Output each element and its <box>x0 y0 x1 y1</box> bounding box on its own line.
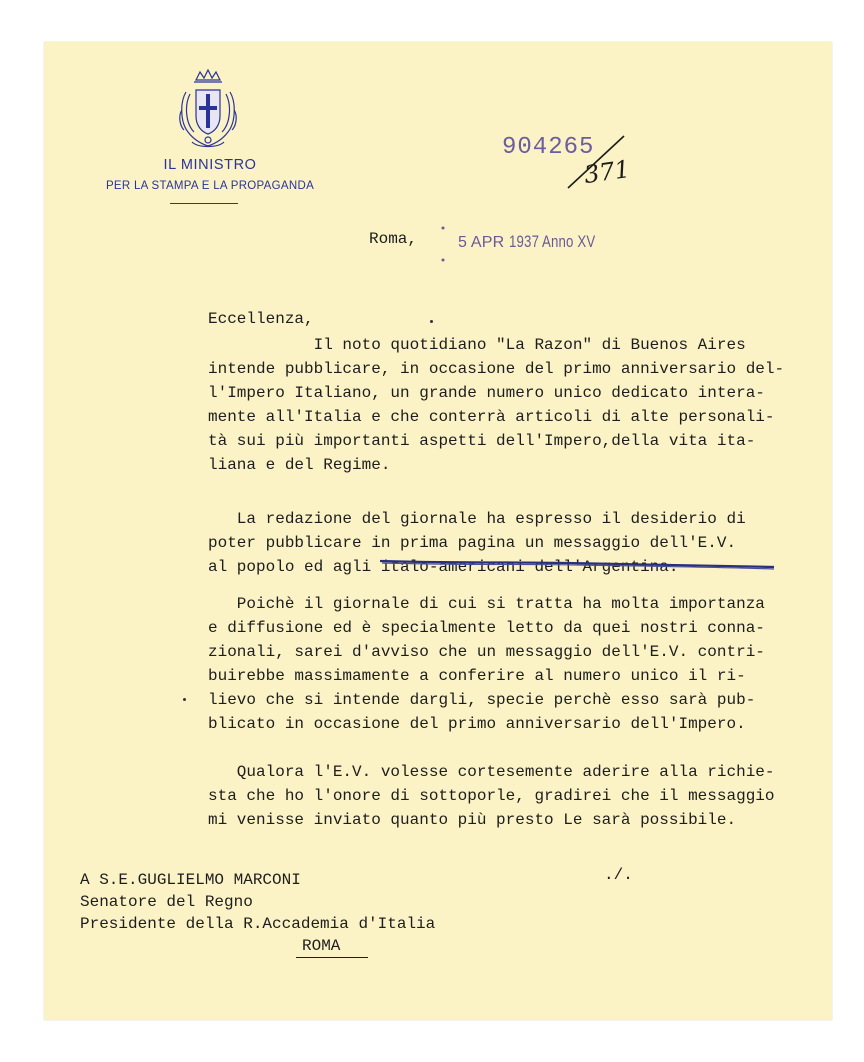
dateline-place: Roma, <box>369 230 418 248</box>
letterhead-divider <box>170 203 238 204</box>
text-line: mi venisse inviato quanto più presto Le sarà possibile. <box>208 811 737 829</box>
text-line: buirebbe massimamente a conferire al numero unico il ri- <box>208 667 746 685</box>
protocol-handwritten-number: 371 <box>582 154 632 190</box>
text-line: al popolo ed agli italo-americani dell'Argentina. <box>208 558 679 576</box>
text-line: Qualora l'E.V. volesse cortesemente aderire alla richie- <box>208 763 775 781</box>
text-line: poter pubblicare in prima pagina un messaggio dell'E.V. <box>208 534 737 552</box>
date-stamp-day-month: 5 APR <box>458 234 505 251</box>
paragraph-1 <box>208 333 828 477</box>
paragraph-4 <box>208 760 828 832</box>
hand-underline-mark <box>378 557 778 571</box>
text-line: tà sui più importanti aspetti dell'Impero,della vita ita- <box>208 432 756 450</box>
text-line: zionali, sarei d'avviso che un messaggio dell'E.V. contri- <box>208 643 765 661</box>
paragraph-3 <box>208 592 828 736</box>
text-line: liana e del Regime. <box>208 456 391 474</box>
text-line: e diffusione ed è specialmente letto da quei nostri conna- <box>208 619 765 637</box>
recipient-title: Senatore del Regno <box>80 893 253 911</box>
paper-speck <box>183 698 186 701</box>
letterhead-subtitle: PER LA STAMPA E LA PROPAGANDA <box>105 180 315 192</box>
recipient-city: ROMA <box>302 937 341 955</box>
date-stamp-year: 1937 <box>509 232 540 251</box>
text-line: l'Impero Italiano, un grande numero unico dedicato intera- <box>208 384 765 402</box>
stamp-ticks <box>440 225 446 263</box>
savoy-crest-icon <box>174 66 242 152</box>
recipient-position: Presidente della R.Accademia d'Italia <box>80 915 436 933</box>
text-line: sta che ho l'onore di sottoporle, gradirei che il messaggio <box>208 787 775 805</box>
text-line: La redazione del giornale ha espresso il desiderio di <box>208 510 746 528</box>
text-line: lievo che si intende dargli, specie perchè esso sarà pub- <box>208 691 756 709</box>
salutation: Eccellenza, <box>208 310 314 328</box>
text-line: blicato in occasione del primo anniversario dell'Impero. <box>208 715 746 733</box>
text-line: Il noto quotidiano "La Razon" di Buenos Aires <box>208 336 746 354</box>
letterhead-title: IL MINISTRO <box>163 157 257 173</box>
recipient-city-underline <box>296 957 368 958</box>
date-stamp-era: Anno XV <box>542 232 596 251</box>
protocol-number-stamp: 904265 <box>502 134 595 161</box>
closing-mark: ./. <box>604 866 633 884</box>
recipient-name: A S.E.GUGLIELMO MARCONI <box>80 871 301 889</box>
text-line: mente all'Italia e che conterrà articoli di alte personali- <box>208 408 775 426</box>
text-line: Poichè il giornale di cui si tratta ha molta importanza <box>208 595 765 613</box>
text-line: intende pubblicare, in occasione del primo anniversario del- <box>208 360 785 378</box>
paper-speck <box>430 320 433 323</box>
date-stamp <box>458 232 611 252</box>
